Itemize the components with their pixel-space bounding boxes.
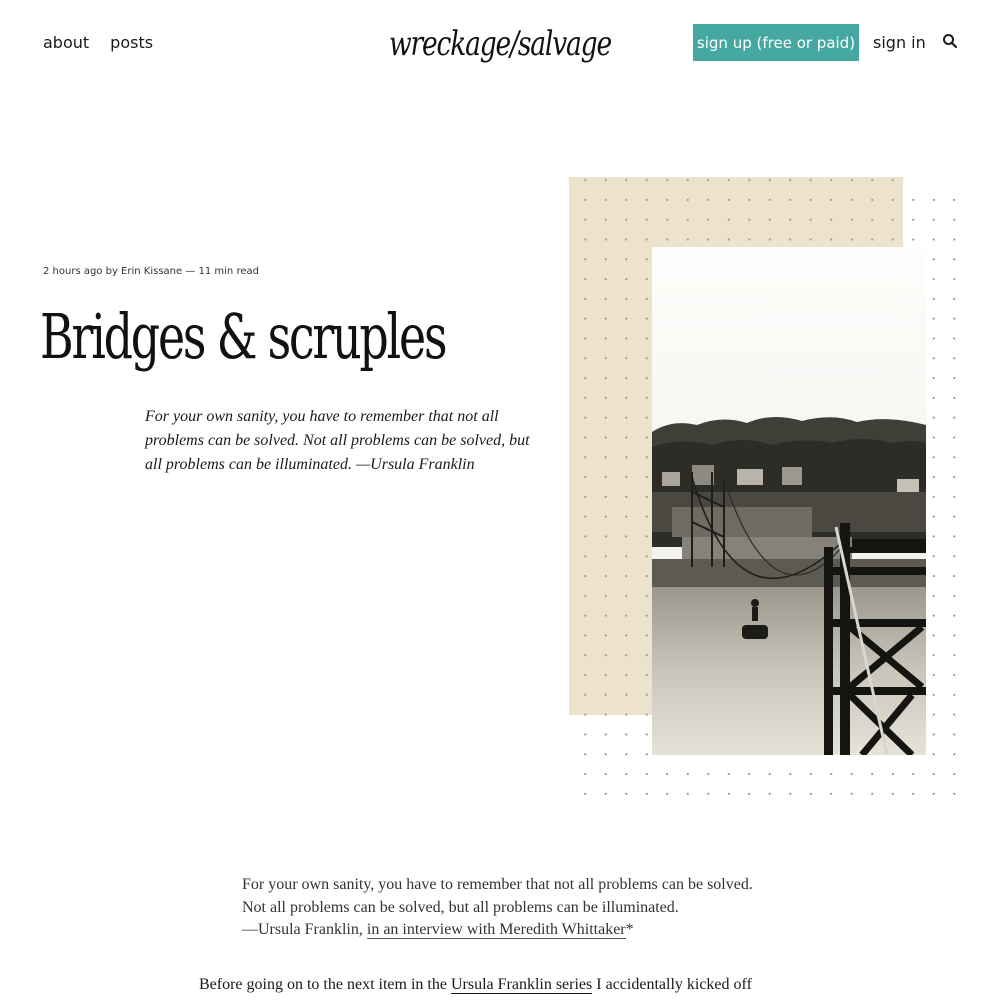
post-meta: 2 hours ago by Erin Kissane — 11 min read — [43, 266, 259, 277]
post-title: Bridges & scruples — [40, 300, 446, 373]
interview-link[interactable]: in an interview with Meredith Whittaker — [366, 921, 626, 938]
signup-button[interactable]: sign up (free or paid) — [693, 24, 859, 61]
post-epigraph: For your own sanity, you have to remember that not all problems can be solved. Not all problems can be solved, but all problems can be illuminated. —Ursula Franklin — [145, 408, 530, 473]
para-text-start: Before going on to the next item in the — [199, 976, 451, 993]
quote-line-2: Not all problems can be solved, but all problems can be illuminated. — [242, 898, 679, 916]
site-logo-text[interactable]: wreckage/salvage — [388, 24, 612, 64]
signin-link[interactable]: sign in — [873, 33, 926, 52]
quote-line-1: For your own sanity, you have to remember that not all problems can be solved. — [242, 876, 753, 893]
quote-attribution-text: —Ursula Franklin, — [242, 921, 367, 938]
nav-about-link[interactable]: about — [43, 33, 90, 52]
bridge-photo-illustration — [652, 247, 926, 755]
blockquote — [242, 874, 822, 942]
para-text-end: I accidentally kicked off — [592, 976, 752, 993]
hero-photo — [652, 247, 926, 755]
quote-asterisk: * — [625, 921, 634, 938]
quote-attribution — [242, 919, 822, 942]
franklin-series-link[interactable]: Ursula Franklin series — [450, 976, 593, 993]
search-icon[interactable] — [942, 33, 960, 51]
body-paragraph — [199, 973, 819, 997]
nav-posts-link[interactable]: posts — [110, 33, 154, 52]
